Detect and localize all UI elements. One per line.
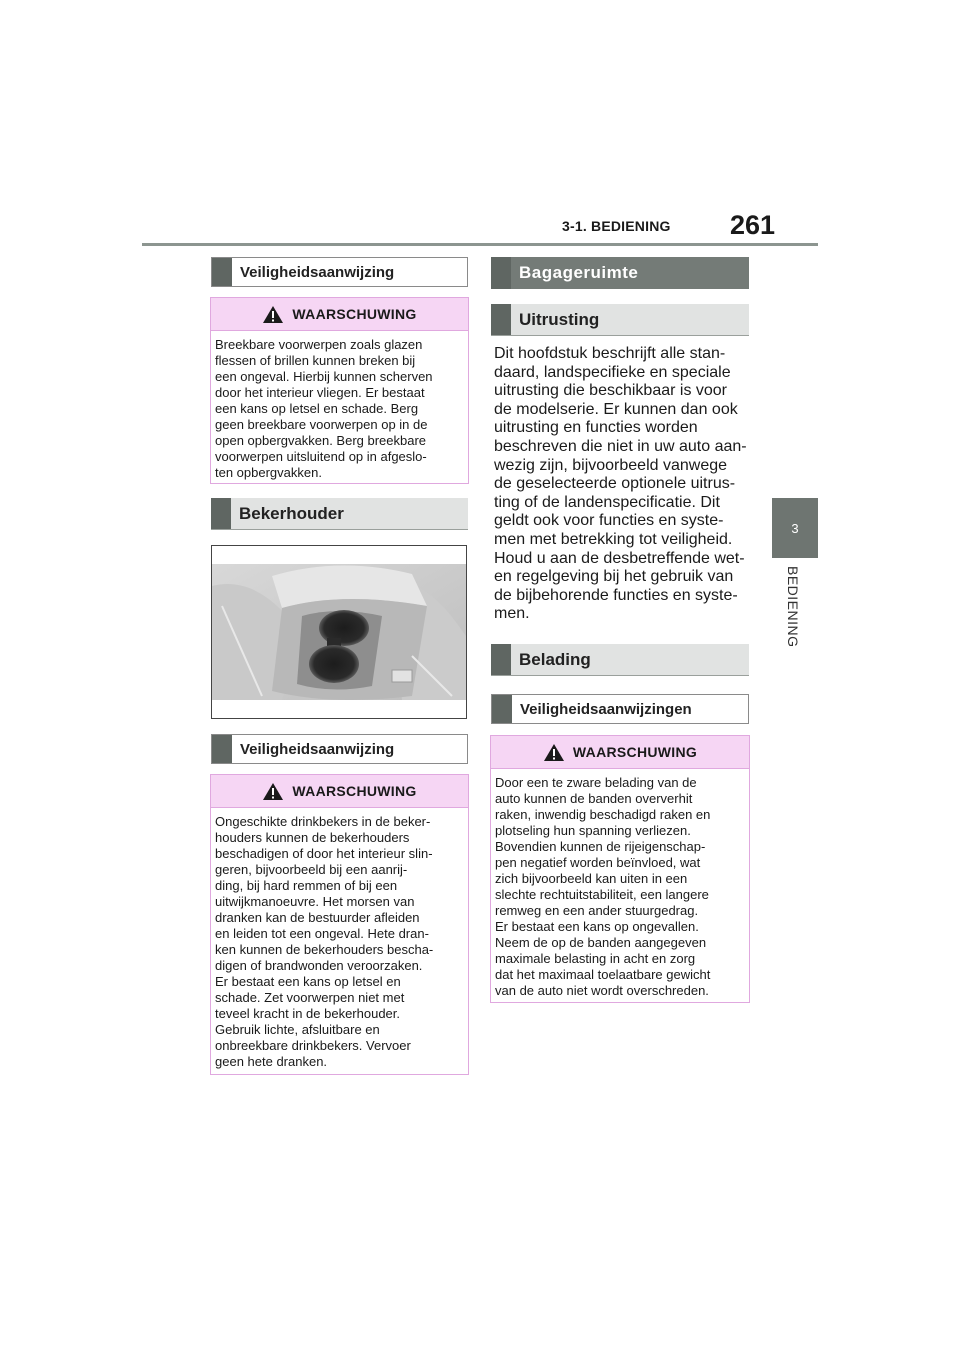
chapter-number: 3 (791, 520, 799, 536)
heading-text: Veiligheidsaanwijzing (240, 263, 395, 281)
section-header: 3-1. BEDIENING (562, 218, 671, 234)
heading-marker (212, 735, 232, 763)
header-divider (142, 243, 818, 246)
heading-text: Bagageruimte (519, 263, 639, 282)
cupholder-illustration (212, 546, 466, 718)
heading-marker (492, 695, 512, 723)
cupholder-image (211, 545, 467, 719)
warning-title: WAARSCHUWING (292, 306, 417, 322)
warning-title: WAARSCHUWING (292, 783, 417, 799)
page-number: 261 (730, 210, 776, 240)
heading-text: Veiligheidsaanwijzing (240, 740, 395, 758)
safety-heading-2 (211, 734, 468, 764)
cupholder-heading (211, 498, 468, 530)
heading-marker (491, 644, 511, 675)
warning-header (211, 775, 468, 808)
warning-header (211, 298, 468, 331)
heading-marker (491, 257, 511, 289)
equipment-heading (491, 304, 749, 336)
heading-marker (211, 498, 231, 529)
warning-triangle-icon (262, 782, 284, 801)
warning-box-1 (210, 297, 469, 484)
heading-text: Veiligheidsaanwijzingen (520, 700, 692, 718)
warning-header (491, 736, 749, 769)
loading-heading (491, 644, 749, 676)
heading-marker (491, 304, 511, 335)
warning-box-2 (210, 774, 469, 1075)
warning-box-3 (490, 735, 750, 1003)
warning-triangle-icon (543, 743, 565, 762)
loading-safety-heading (491, 694, 749, 724)
chapter-tab[interactable] (772, 498, 818, 558)
warning-text: Ongeschikte drinkbekers in de beker- houders kunnen de bekerhouders beschadigen of door het interieur slin- geren, bijvoorbeeld bij een aanrij- ding, bij hard remmen of bij een uitwijkmanoeuvre. Het morsen van dranken kan de bestuurder afleiden en leiden tot een ongeval. Hete dran- ken kunnen de bekerhouders bescha- digen of brandwonden veroorzaken. Er bestaat een kans op letsel en schade. Zet voorwerpen niet met teveel kracht in de bekerhouder. Gebruik lichte, afsluitbare en onbreekbare drinkbekers. Vervoer geen hete dranken. (215, 814, 434, 1069)
safety-heading-1 (211, 257, 468, 287)
warning-text: Breekbare voorwerpen zoals glazen flessen of brillen kunnen breken bij een ongeval. Hierbij kunnen scherven door het interieur vliegen. Er bestaat een kans op letsel en schade. Berg geen breekbare voorwerpen op in de open opbergvakken. Berg breekbare voorwerpen uitsluitend op in afgeslo- ten opbergvakken. (215, 337, 433, 480)
warning-title: WAARSCHUWING (572, 744, 698, 760)
heading-marker (212, 258, 232, 286)
heading-text: Uitrusting (519, 309, 600, 329)
heading-text: Belading (519, 649, 591, 669)
luggage-heading (491, 257, 749, 289)
equipment-body-text: Dit hoofdstuk beschrijft alle stan- daard, landspecifieke en speciale uitrusting die beschikbaar is voor de modelserie. Er kunnen dan ook uitrusting en functies worden beschreven die niet in uw auto aan- wezig zijn, bijvoorbeeld vanwege de geselecteerde optionele uitrus- ting of de landenspecificatie. Dit geldt ook voor functies en syste- men met betrekking tot veiligheid. Houd u aan de desbetreffende wet- en regelgeving bij het gebruik van de bijbehorende functies en syste- men. (494, 345, 747, 623)
chapter-label: BEDIENING (785, 566, 801, 648)
warning-triangle-icon (262, 305, 284, 324)
warning-text: Door een te zware belading van de auto kunnen de banden oververhit raken, inwendig beschadigd raken en plotseling hun spanning verliezen. Bovendien kunnen de rijeigenschap- pen negatief worden beïnvloed, wat zich bijvoorbeeld kan uiten in een slechte rechtuitstabiliteit, een langere remweg en een ander stuurgedrag. Er bestaat een kans op ongevallen. Neem de op de banden aangegeven maximale belasting in acht en zorg dat het maximaal toelaatbare gewicht van de auto niet wordt overschreden. (495, 775, 711, 998)
heading-text: Bekerhouder (239, 503, 344, 523)
